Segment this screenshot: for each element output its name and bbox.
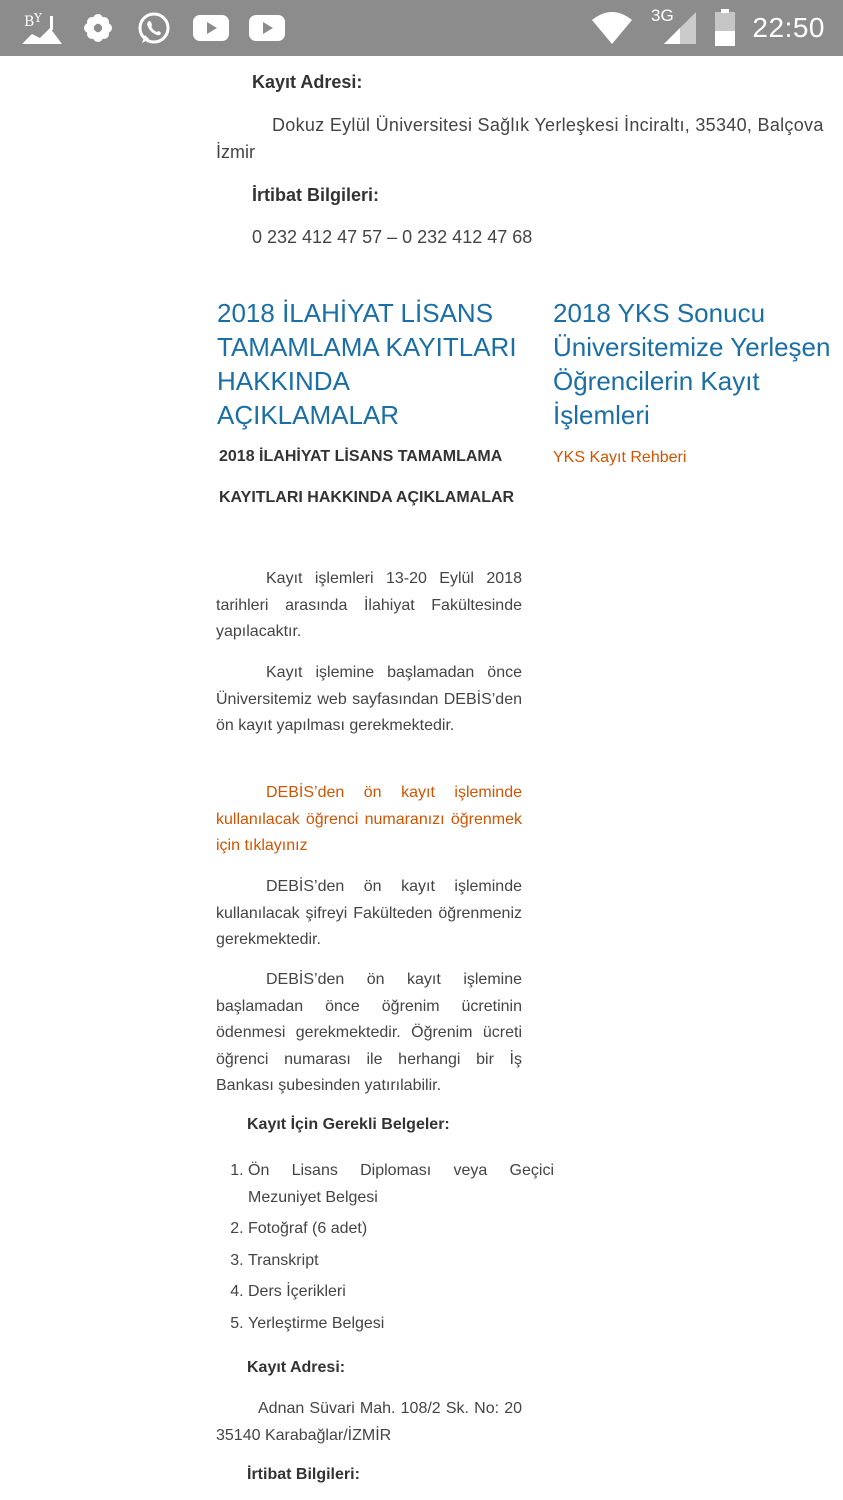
yks-guide-link[interactable]: YKS Kayıt Rehberi <box>553 449 687 466</box>
svg-text:B: B <box>24 14 35 30</box>
article-subtitle-line1: 2018 İLAHİYAT LİSANS TAMAMLAMA <box>219 448 503 465</box>
address-line: Dokuz Eylül Üniversitesi Sağlık Yerleşkesi İnciraltı, 35340, Balçova <box>272 115 824 135</box>
paragraph-password: DEBİS’den ön kayıt işleminde kullanılacak şifreyi Fakülteden öğrenmeniz gerekmektedir. <box>216 878 522 948</box>
article-subtitle-line2: KAYITLARI HAKKINDA AÇIKLAMALAR <box>219 489 515 506</box>
signal-icon <box>660 10 700 46</box>
flower-icon <box>82 10 114 46</box>
article-title-yks[interactable]: 2018 YKS Sonucu Üniversitemize Yerleşen Öğrencilerin Kayıt İşlemleri <box>553 298 831 430</box>
faculty-address: Adnan Süvari Mah. 108/2 Sk. No: 20 35140 Karabağlar/İZMİR <box>216 1400 522 1444</box>
wifi-icon <box>590 10 634 46</box>
list-item: 1. Ön Lisans Diploması veya Geçici Mezuniyet Belgesi <box>248 1158 554 1211</box>
battery-icon <box>714 10 736 46</box>
list-item: 2. Fotoğraf (6 adet) <box>248 1216 554 1243</box>
youtube-icon <box>192 10 230 46</box>
whatsapp-icon <box>136 10 172 46</box>
list-item: 4. Ders İçerikleri <box>248 1279 554 1306</box>
paragraph-registration-dates: Kayıt işlemleri 13-20 Eylül 2018 tarihleri arasında İlahiyat Fakültesinde yapılacaktır. <box>216 570 522 640</box>
faculty-contact-label: İrtibat Bilgileri: <box>247 1466 360 1483</box>
student-number-link[interactable]: DEBİS’den ön kayıt işleminde kullanılacak öğrenci numaranızı öğrenmek için tıklayınız <box>216 784 522 854</box>
required-docs-label: Kayıt İçin Gerekli Belgeler: <box>247 1116 450 1133</box>
network-type: 3G <box>651 6 674 25</box>
contact-phones: 0 232 412 47 57 – 0 232 412 47 68 <box>252 227 533 247</box>
contact-label: İrtibat Bilgileri: <box>252 185 380 205</box>
required-docs-list <box>216 1158 554 1342</box>
address-city: İzmir <box>216 142 255 162</box>
youtube-icon <box>248 10 286 46</box>
address-label: Kayıt Adresi: <box>252 72 363 92</box>
paragraph-tuition: DEBİS’den ön kayıt işlemine başlamadan önce öğrenim ücretinin ödenmesi gerekmektedir. Öğrenim ücreti öğrenci numarası ile herhangi bir İş Bankası şubesinden yatırılabilir. <box>216 971 522 1094</box>
list-item: 3. Transkript <box>248 1248 554 1275</box>
paragraph-pre-registration: Kayıt işlemine başlamadan önce Üniversitemiz web sayfasından DEBİS’den ön kayıt yapılması gerekmektedir. <box>216 664 522 734</box>
svg-text:Y: Y <box>34 11 42 25</box>
app-logo-icon <box>20 10 64 46</box>
list-item: 5. Yerleştirme Belgesi <box>248 1311 554 1338</box>
clock: 22:50 <box>752 12 825 43</box>
status-bar <box>0 0 843 56</box>
article-title-ilahiyat[interactable]: 2018 İLAHİYAT LİSANS TAMAMLAMA KAYITLARI HAKKINDA AÇIKLAMALAR <box>217 298 517 430</box>
faculty-address-label: Kayıt Adresi: <box>247 1359 346 1376</box>
page-content <box>0 56 843 1500</box>
